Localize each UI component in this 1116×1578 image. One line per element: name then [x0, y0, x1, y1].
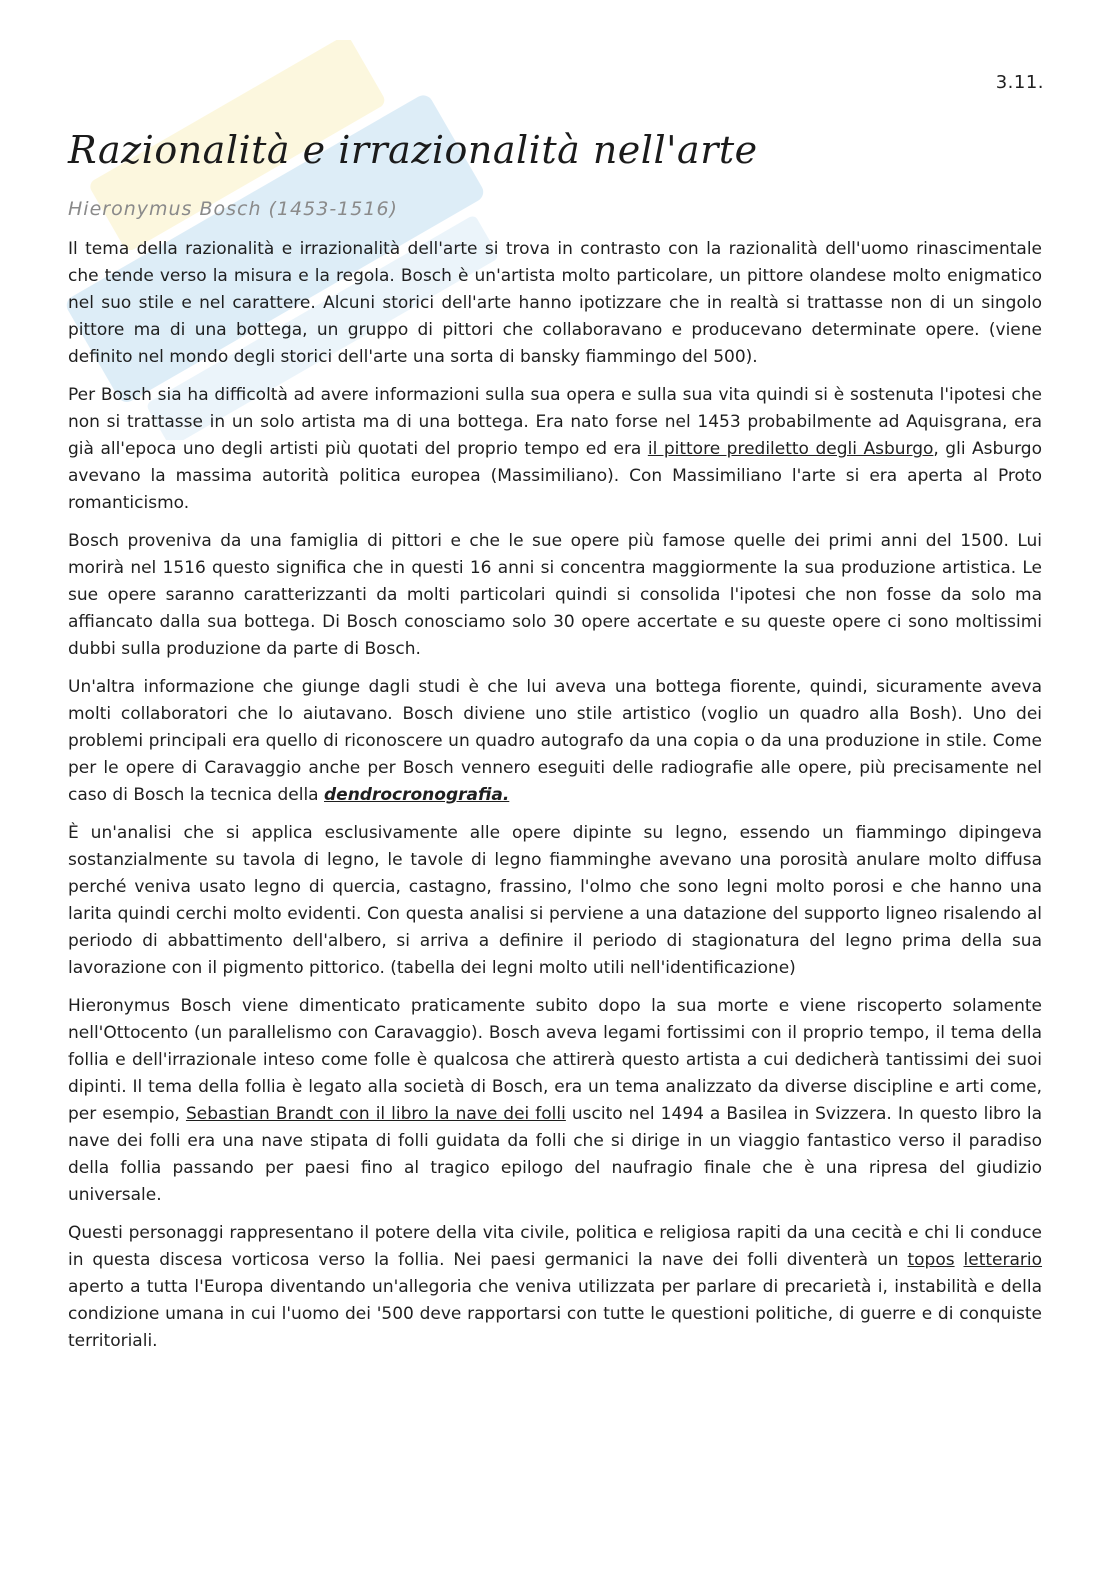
page-number: 3.11. — [995, 72, 1044, 93]
paragraph-6-text-b: uscito nel 1494 a Basilea in Svizzera. In questo libro la nave dei folli era una nave stipata di folli guidata da folli che si dirige in un viaggio fantastico verso il paradiso della follia passando per paesi fino al tragico epilogo del naufragio finale che è una ripresa del giudizio universale. — [68, 1104, 1043, 1205]
paragraph-7-text-a: Questi personaggi rappresentano il potere della vita civile, politica e religiosa rapiti da una cecità e chi li conduce in questa discesa vorticosa verso la follia. Nei paesi germanici la nave dei folli diventerà un — [68, 1223, 1042, 1270]
page-subtitle: Hieronymus Bosch (1453-1516) — [68, 198, 398, 220]
paragraph-6-text-a: Hieronymus Bosch viene dimenticato praticamente subito dopo la sua morte e viene riscoperto solamente nell'Ottocento (un parallelismo con Caravaggio). Bosch aveva legami fortissimi con il proprio tempo, il tema della follia e dell'irrazionale inteso come folle è qualcosa che attirerà questo artista a cui dedicherà tantissimi dei suoi dipinti. Il tema della follia è legato alla società di Bosch, era un tema analizzato da diverse discipline e arti come, per esempio, — [68, 996, 1042, 1124]
underlined-phrase-brandt: Sebastian Brandt con il libro la nave dei folli — [185, 1104, 566, 1124]
paragraph-3: Bosch proveniva da una famiglia di pittori e che le sue opere più famose quelle dei primi anni del 1500. Lui morirà nel 1516 questo significa che in questi 16 anni si concentra maggiormente la sua produzione artistica. Le sue opere saranno caratterizzanti da molti particolari quindi si consolida l'ipotesi che non fosse da solo ma affiancato dalla sua bottega. Di Bosch conosciamo solo 30 opere accertate e su queste opere ci sono moltissimi dubbi sulla produzione da parte di Bosch. — [68, 531, 1042, 659]
underlined-word-letterario: letterario — [963, 1250, 1043, 1270]
underlined-word-topos: topos — [907, 1250, 955, 1270]
paragraph-1: Il tema della razionalità e irrazionalità dell'arte si trova in contrasto con la razionalità dell'uomo rinascimentale che tende verso la misura e la regola. Bosch è un'artista molto particolare, un pittore olandese molto enigmatico nel suo stile e nel carattere. Alcuni storici dell'arte hanno ipotizzare che in realtà si trattasse non di un singolo pittore ma di una bottega, un gruppo di pittori che collaboravano e producevano determinate opere. (viene definito nel mondo degli storici dell'arte una sorta di bansky fiammingo del 500). — [68, 239, 1042, 367]
key-term-dendrocronografia: dendrocronografia. — [324, 785, 510, 805]
document-body — [68, 236, 1042, 1366]
page-title: Razionalità e irrazionalità nell'arte — [68, 128, 758, 172]
paragraph-2 — [68, 382, 1042, 517]
paragraph-5: È un'analisi che si applica esclusivamente alle opere dipinte su legno, essendo un fiammingo dipingeva sostanzialmente su tavola di legno, le tavole di legno fiamminghe avevano una porosità anulare molto diffusa perché veniva usato legno di quercia, castagno, frassino, l'olmo che sono legni molto porosi e che hanno una larita quindi cerchi molto evidenti. Con questa analisi si perviene a una datazione del supporto ligneo risalendo al periodo di abbattimento dell'albero, si arriva a definire il periodo di stagionatura del legno prima della sua lavorazione con il pigmento pittorico. (tabella dei legni molto utili nell'identificazione) — [68, 823, 1042, 978]
paragraph-2-text-a: Per Bosch sia ha difficoltà ad avere informazioni sulla sua opera e sulla sua vita quindi si è sostenuta l'ipotesi che non si trattasse in un solo artista ma di una bottega. Era nato forse nel 1453 probabilmente ad Aquisgrana, era già all'epoca uno degli artisti più quotati del proprio tempo ed era — [68, 385, 1042, 459]
underlined-phrase-asburgo: il pittore prediletto degli Asburgo — [647, 439, 934, 459]
paragraph-4 — [68, 674, 1042, 809]
paragraph-6 — [68, 993, 1042, 1209]
paragraph-7-text-b: aperto a tutta l'Europa diventando un'allegoria che veniva utilizzata per parlare di precarietà i, instabilità e della condizione umana in cui l'uomo dei '500 deve rapportarsi con tutte le questioni politiche, di guerre e di conquiste territoriali. — [68, 1277, 1042, 1351]
paragraph-4-text-a: Un'altra informazione che giunge dagli studi è che lui aveva una bottega fiorente, quindi, sicuramente aveva molti collaboratori che lo aiutavano. Bosch diviene uno stile artistico (voglio un quadro alla Bosh). Uno dei problemi principali era quello di riconoscere un quadro autografo da una copia o da una produzione in stile. Come per le opere di Caravaggio anche per Bosch vennero eseguiti delle radiografie alle opere, più precisamente nel caso di Bosch la tecnica della — [68, 677, 1042, 805]
paragraph-7-space — [955, 1250, 964, 1270]
paragraph-7 — [68, 1220, 1042, 1355]
paragraph-2-text-b: , gli Asburgo avevano la massima autorità politica europea (Massimiliano). Con Massimiliano l'arte si era aperta al Proto romanticismo. — [68, 439, 1042, 513]
